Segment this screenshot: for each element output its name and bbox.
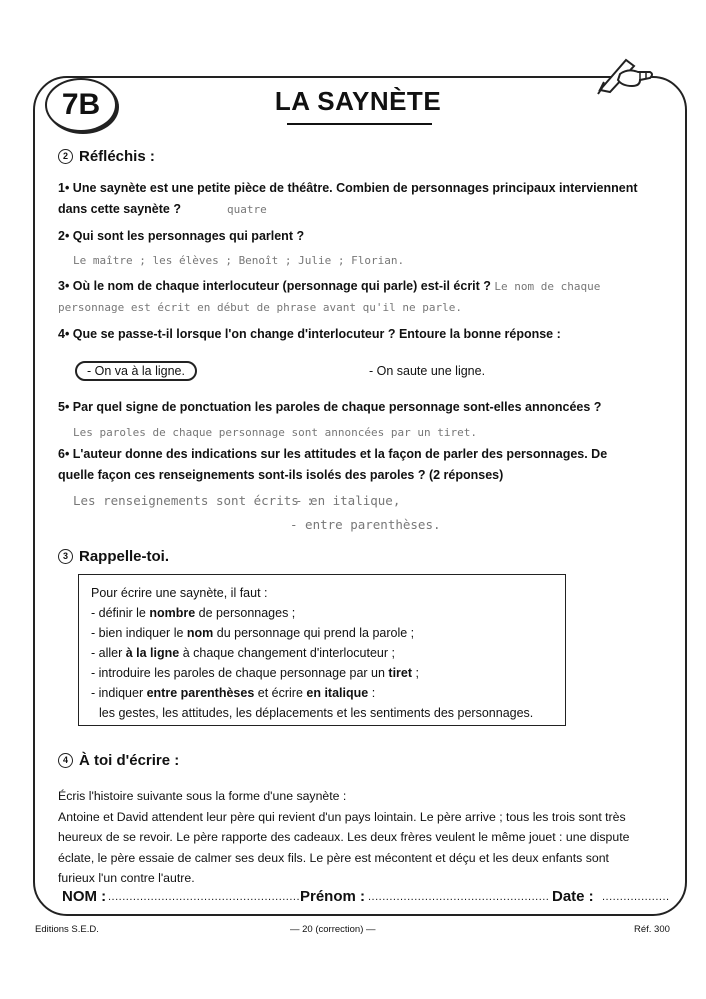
section-number: 4	[58, 753, 73, 768]
rule-box: Pour écrire une saynète, il faut : - définir le nombre de personnages ; - bien indiquer le nom du personnage qui prend la parole ; - aller à la ligne à chaque changement d'interlocuteur ; - introduire les paroles de chaque personnage par un tiret ; - indiquer entre parenthèses et écrire en italique : les gestes, les attitudes, les déplacements et les sentiments des personnages.	[78, 574, 566, 726]
choice-2[interactable]: - On saute une ligne.	[369, 364, 486, 378]
answer-6-intro: Les renseignements sont écrits :	[73, 493, 314, 508]
question-2: 2• Qui sont les personnages qui parlent ? Le maître ; les élèves ; Benoît ; Julie ; Florian.	[58, 226, 688, 271]
question-1: 1• Une saynète est une petite pièce de théâtre. Combien de personnages principaux interviennent dans cette saynète ? quatre	[58, 181, 638, 216]
answer-6a: - en italique,	[295, 493, 401, 508]
page-title: LA SAYNÈTE	[274, 86, 442, 116]
answer-2: Le maître ; les élèves ; Benoît ; Julie ; Florian.	[73, 254, 405, 267]
prenom-label: Prénom :	[300, 888, 366, 905]
section-number: 3	[58, 549, 73, 564]
section-rappelle	[58, 548, 169, 565]
section-title: Rappelle-toi.	[79, 548, 170, 565]
answer-5: Les paroles de chaque personnage sont annoncées par un tiret.	[73, 426, 477, 439]
date-label: Date :	[552, 888, 594, 905]
page-number: — 20 (correction) —	[290, 924, 376, 935]
question-4: 4• Que se passe-t-il lorsque l'on change d'interlocuteur ? Entoure la bonne réponse :	[58, 327, 561, 341]
question-5: 5• Par quel signe de ponctuation les paroles de chaque personnage sont-elles annoncées ? Les paroles de chaque personnage sont annoncées par un tiret.	[58, 397, 688, 443]
choice-circled[interactable]: - On va à la ligne.	[75, 361, 197, 381]
answer-3b: personnage est écrit en début de phrase avant qu'il ne parle.	[58, 301, 462, 314]
reference: Réf. 300	[634, 924, 670, 935]
hand-writing-icon	[596, 52, 656, 96]
section-reflechis	[58, 148, 155, 165]
section-title: Réfléchis :	[79, 148, 155, 165]
lesson-badge: 7B	[45, 78, 117, 132]
question-3: 3• Où le nom de chaque interlocuteur (personnage qui parle) est-il écrit ? Le nom de chaque personnage est écrit en début de phrase avant qu'il ne parle.	[58, 276, 688, 318]
question-6: 6• L'auteur donne des indications sur les attitudes et la façon de parler des personnages. De quelle façon ces renseignements sont-ils isolés des paroles ? (2 réponses)	[58, 447, 608, 482]
answer-1: quatre	[226, 203, 267, 216]
date-field[interactable]: ...................	[602, 891, 670, 903]
title-underline	[287, 123, 432, 125]
section-title: À toi d'écrire :	[79, 752, 180, 769]
section-ecrire	[58, 752, 179, 769]
nom-label: NOM :	[62, 888, 107, 905]
section-number: 2	[58, 149, 73, 164]
answer-3a: Le nom de chaque	[494, 280, 601, 293]
answer-6b: - entre parenthèses.	[290, 517, 441, 532]
story-text: Écris l'histoire suivante sous la forme d'une saynète : Antoine et David attendent leur père qui revient d'un pays lointain. Le père arrive ; tous les trois sont très heureux de se revoir. Le père rapporte des cadeaux. Les deux frères veulent le même jouet : une dispute éclate, le père essaie de calmer ses deux fils. Le père est mécontent et déçu et les deux enfants sont furieux l'un contre l'autre.	[58, 789, 630, 885]
publisher: Editions S.E.D.	[35, 924, 99, 935]
nom-field[interactable]: ......................................................	[108, 891, 301, 903]
prenom-field[interactable]: ...................................................	[368, 891, 550, 903]
